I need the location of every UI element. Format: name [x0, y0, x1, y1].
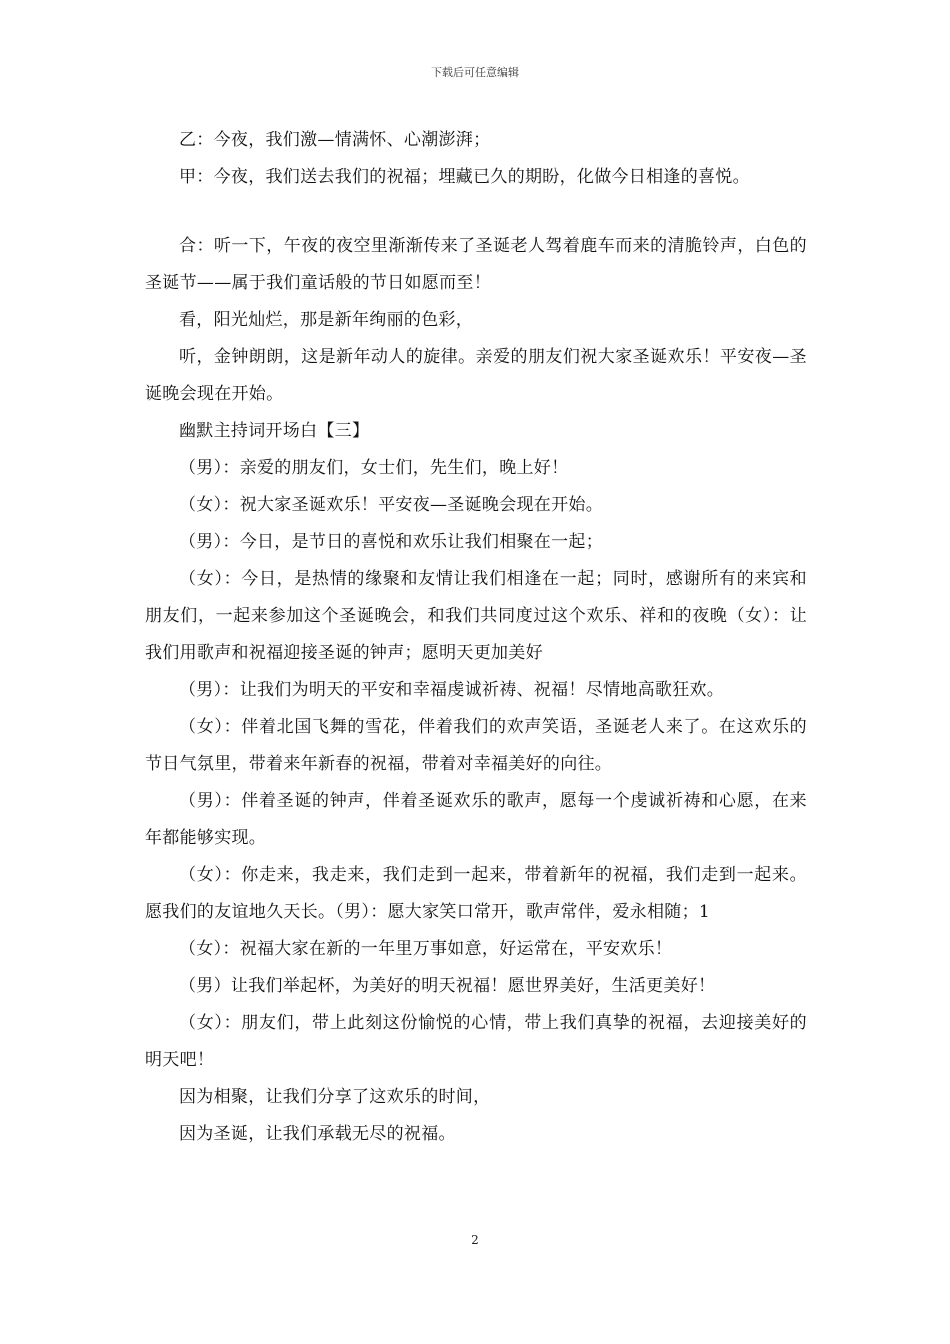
paragraph-1: 乙：今夜，我们激—情满怀、心潮澎湃；	[179, 130, 491, 150]
paragraph-13: （男）：伴着圣诞的钟声，伴着圣诞欢乐的歌声，愿每一个虔诚祈祷和心愿，在来年都能够实现。	[145, 791, 807, 848]
paragraph-5: 听，金钟朗朗，这是新年动人的旋律。亲爱的朋友们祝大家圣诞欢乐！平安夜—圣诞晚会现在开始。	[145, 347, 807, 404]
paragraph-10: （女）：今日，是热情的缘聚和友情让我们相逢在一起；同时，感谢所有的来宾和朋友们，一起来参加这个圣诞晚会，和我们共同度过这个欢乐、祥和的夜晚（女）：让我们用歌声和祝福迎接圣诞的钟声；愿明天更加美好	[145, 569, 807, 663]
paragraph-17: （女）：朋友们，带上此刻这份愉悦的心情，带上我们真挚的祝福，去迎接美好的明天吧！	[145, 1013, 807, 1070]
section-heading: 幽默主持词开场白【三】	[179, 421, 370, 441]
paragraph-12: （女）：伴着北国飞舞的雪花，伴着我们的欢声笑语，圣诞老人来了。在这欢乐的节日气氛里，带着来年新春的祝福，带着对幸福美好的向往。	[145, 717, 807, 774]
paragraph-9: （男）：今日，是节日的喜悦和欢乐让我们相聚在一起；	[179, 532, 603, 552]
paragraph-19: 因为圣诞，让我们承载无尽的祝福。	[179, 1124, 456, 1144]
page-header-note: 下载后可任意编辑	[431, 66, 519, 79]
page-number: 2	[471, 1233, 479, 1247]
paragraph-14: （女）：你走来，我走来，我们走到一起来，带着新年的祝福，我们走到一起来。愿我们的友谊地久天长。（男）：愿大家笑口常开，歌声常伴，爱永相随；1	[145, 865, 807, 922]
paragraph-18: 因为相聚，让我们分享了这欢乐的时间，	[179, 1087, 491, 1107]
paragraph-11: （男）：让我们为明天的平安和幸福虔诚祈祷、祝福！尽情地高歌狂欢。	[179, 680, 725, 700]
paragraph-7: （男）：亲爱的朋友们，女士们，先生们，晚上好！	[179, 458, 569, 478]
paragraph-2: 甲：今夜，我们送去我们的祝福；埋藏已久的期盼，化做今日相逢的喜悦。	[179, 167, 750, 187]
paragraph-3: 合：听一下，午夜的夜空里渐渐传来了圣诞老人驾着鹿车而来的清脆铃声，白色的圣诞节——属于我们童话般的节日如愿而至！	[145, 236, 807, 293]
paragraph-16: （男）让我们举起杯，为美好的明天祝福！愿世界美好，生活更美好！	[179, 976, 716, 996]
paragraph-8: （女）：祝大家圣诞欢乐！平安夜—圣诞晚会现在开始。	[179, 495, 603, 515]
paragraph-4: 看，阳光灿烂，那是新年绚丽的色彩，	[179, 310, 474, 330]
paragraph-15: （女）：祝福大家在新的一年里万事如意，好运常在，平安欢乐！	[179, 939, 673, 959]
document-body	[145, 122, 807, 1153]
